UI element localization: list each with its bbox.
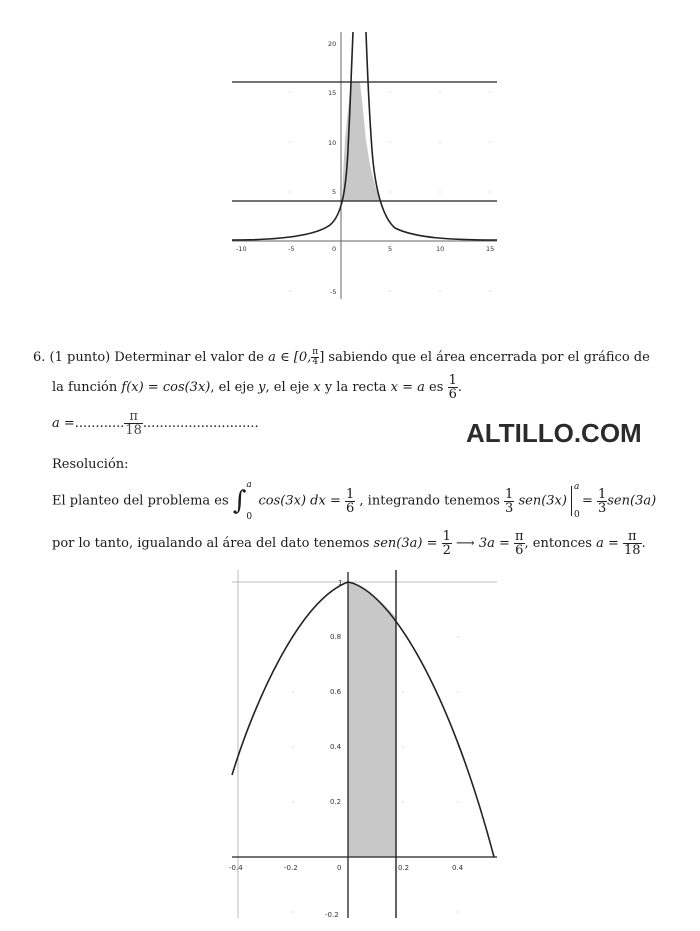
denominator: 6 — [515, 543, 524, 558]
fraction — [623, 530, 642, 557]
resolution-text: por lo tanto, igualando al área del dato tenemos — [52, 536, 370, 551]
resolution-text: , entonces — [524, 536, 592, 551]
eval-upper: a — [573, 482, 580, 492]
integrand: cos(3x) dx = — [258, 493, 341, 509]
numerator: 1 — [597, 486, 607, 502]
problem-text: , el eje — [210, 380, 255, 395]
fraction — [504, 488, 514, 515]
resolution-line-2 — [52, 530, 646, 557]
numerator: 1 — [442, 529, 451, 544]
problem-number: 6. — [33, 350, 46, 365]
problem-text: ] sabiendo que el área encerrada por el gráfico de — [319, 350, 650, 365]
problem-math: x = a — [390, 380, 425, 395]
graph-cosine-area — [228, 568, 500, 920]
denominator: 6 — [448, 387, 457, 402]
fraction — [448, 374, 458, 401]
numerator: π — [623, 530, 642, 544]
watermark-logo: ALTILLO.COM — [466, 418, 642, 448]
problem-text: . — [457, 380, 462, 395]
problem-text: Determinar el valor de — [114, 350, 264, 365]
x-tick-label: 15 — [486, 245, 495, 253]
problem-line-1 — [33, 348, 650, 367]
resolution-text: El planteo del problema es — [52, 493, 229, 509]
x-tick-label: 10 — [436, 245, 445, 253]
shaded-area — [348, 582, 396, 857]
graph-hyperbola-area — [230, 30, 500, 302]
problem-math: y — [258, 380, 266, 395]
x-tick-label: -10 — [236, 245, 247, 253]
fraction — [597, 488, 607, 515]
x-tick-label: 0 — [332, 245, 337, 253]
x-tick-label: -0.4 — [229, 864, 243, 872]
resolution-text: , integrando tenemos — [359, 493, 500, 509]
problem-math: x — [313, 380, 321, 395]
denominator: 18 — [624, 543, 641, 558]
fraction — [345, 488, 355, 515]
problem-points: (1 punto) — [49, 350, 111, 365]
y-tick-label: -5 — [330, 288, 337, 296]
fraction — [442, 530, 452, 557]
problem-text: y la recta — [324, 380, 387, 395]
resolution-math: sen(3a) = — [373, 536, 438, 551]
denominator: 4 — [312, 357, 319, 367]
numerator: π — [312, 347, 319, 357]
y-tick-label: 10 — [328, 139, 337, 147]
denominator: 6 — [346, 500, 355, 516]
eval-lower: 0 — [573, 510, 580, 520]
y-tick-label: 5 — [332, 188, 337, 196]
denominator: 2 — [442, 543, 451, 558]
integral-limits — [246, 480, 254, 522]
resolution-math: sen(3x) — [518, 493, 567, 509]
fraction — [514, 530, 525, 557]
arrow-symbol: ⟶ — [456, 536, 475, 551]
numerator: π — [124, 410, 143, 424]
integral-sign: ∫ — [232, 486, 247, 516]
numerator: 1 — [505, 486, 514, 502]
problem-line-2 — [52, 374, 462, 401]
y-tick-label: 0.4 — [330, 743, 342, 751]
answer-suffix: ............................ — [142, 416, 259, 431]
problem-text: , el eje — [265, 380, 310, 395]
fraction — [311, 348, 319, 367]
x-tick-label: 0.4 — [452, 864, 464, 872]
problem-text: es — [429, 380, 444, 395]
resolution-math: 3a = — [478, 536, 510, 551]
numerator: π — [515, 529, 524, 544]
resolution-line-1 — [52, 480, 657, 522]
y-tick-label: 20 — [328, 40, 337, 48]
numerator: 1 — [448, 373, 457, 388]
problem-math: a ∈ [0, — [268, 350, 312, 365]
answer-line — [52, 410, 259, 437]
lower-limit: 0 — [246, 512, 253, 522]
x-tick-label: 0.2 — [398, 864, 410, 872]
resolution-math: a = — [596, 536, 619, 551]
resolution-text: . — [641, 536, 646, 551]
answer-prefix: a =............ — [52, 416, 125, 431]
answer-fraction — [124, 410, 143, 437]
problem-math: f(x) = cos(3x) — [121, 380, 211, 395]
y-tick-label: 0.8 — [330, 633, 342, 641]
denominator: 18 — [125, 423, 142, 438]
y-tick-label: -0.2 — [325, 911, 339, 919]
denominator: 3 — [505, 500, 514, 516]
y-tick-label: 15 — [328, 89, 337, 97]
y-tick-label: 0.6 — [330, 688, 342, 696]
evaluation-bar — [571, 482, 580, 520]
grid-dots — [289, 91, 490, 291]
problem-text: la función — [52, 380, 118, 395]
equals-sign: = — [581, 493, 593, 509]
x-tick-label: -5 — [288, 245, 295, 253]
resolution-title: Resolución: — [52, 457, 129, 472]
denominator: 3 — [597, 500, 607, 516]
numerator: 1 — [346, 486, 355, 502]
y-tick-label: 0.2 — [330, 798, 342, 806]
y-tick-label: 1 — [338, 579, 343, 587]
x-tick-label: -0.2 — [284, 864, 298, 872]
upper-limit: a — [246, 480, 252, 490]
resolution-math: sen(3a) — [607, 493, 657, 509]
x-tick-label: 0 — [337, 864, 342, 872]
x-tick-label: 5 — [388, 245, 393, 253]
